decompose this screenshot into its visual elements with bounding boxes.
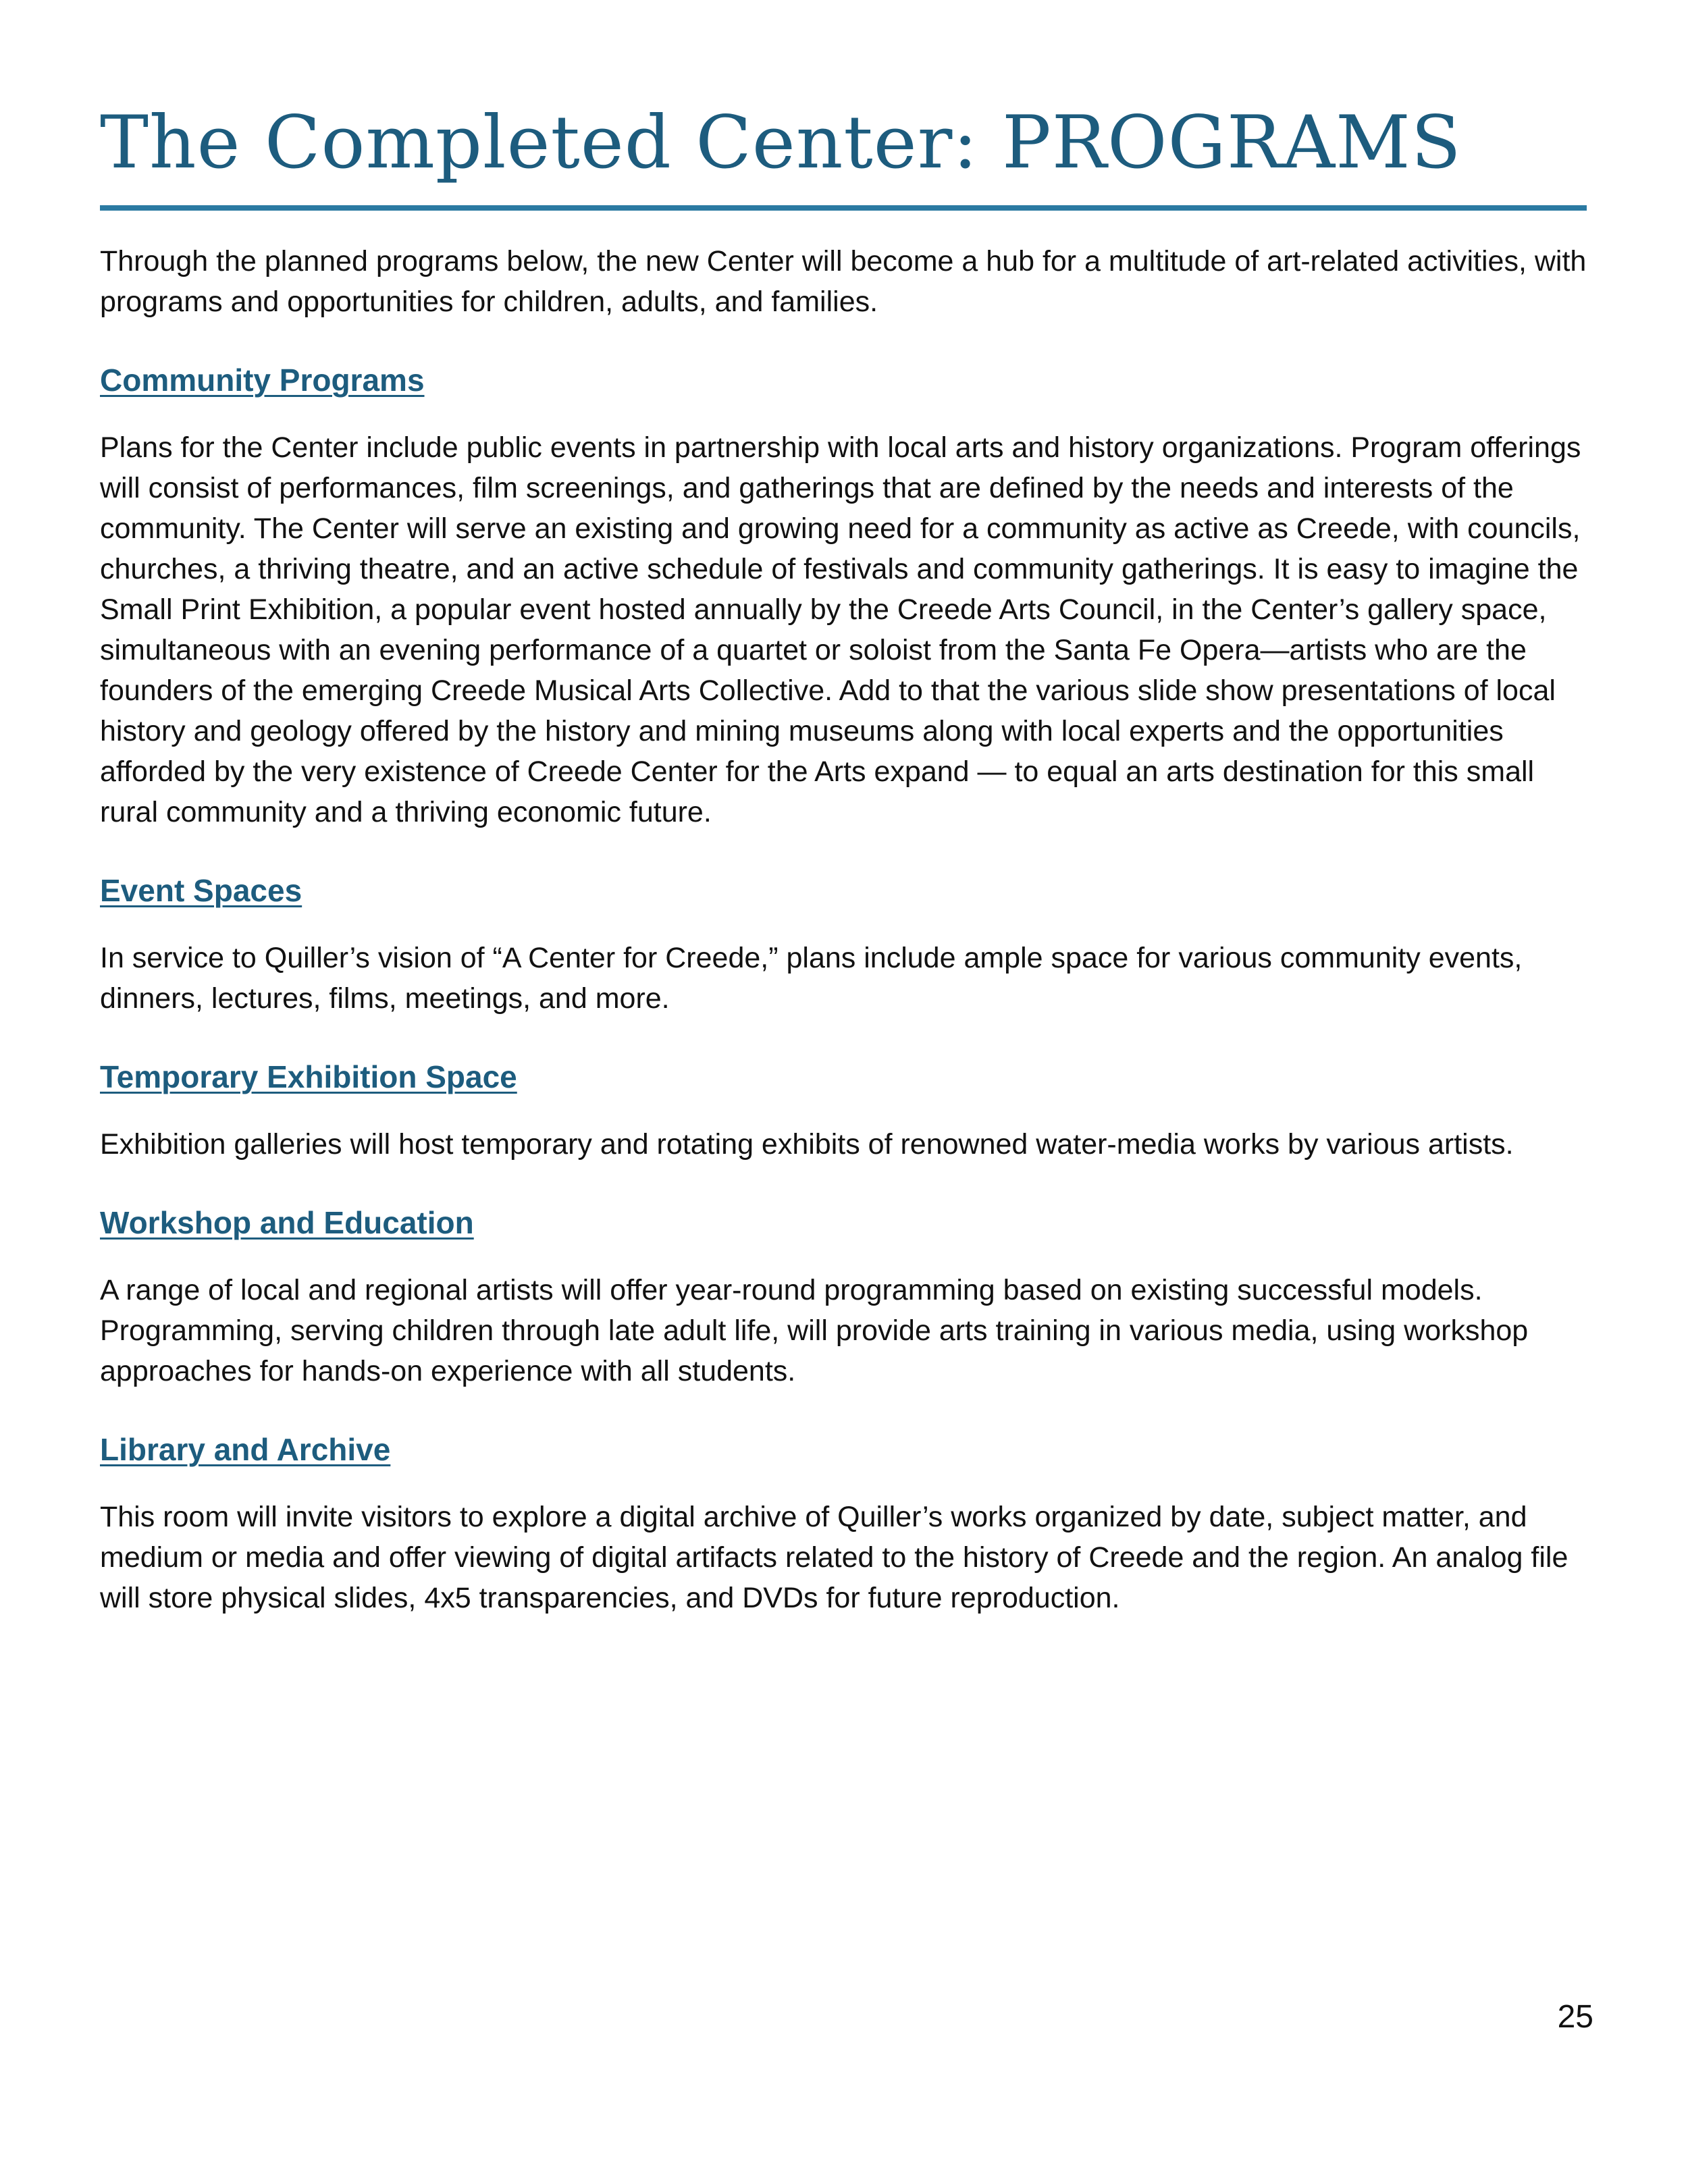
section-temporary-exhibition-space [100,1057,1587,1165]
section-body-community-programs: Plans for the Center include public events in partnership with local arts and history organizations. Program offerings will consist of performances, film screenings, and gatherings that are defined by the needs and interests of the community. The Center will serve an existing and growing need for a community as active as Creede, with councils, churches, a thriving theatre, and an active schedule of festivals and community gatherings. It is easy to imagine the Small Print Exhibition, a popular event hosted annually by the Creede Arts Council, in the Center’s gallery space, simultaneous with an evening performance of a quartet or soloist from the Santa Fe Opera—artists who are the founders of the emerging Creede Musical Arts Collective. Add to that the various slide show presentations of local history and geology offered by the history and mining museums along with local experts and the opportunities afforded by the very existence of Creede Center for the Arts expand — to equal an arts destination for this small rural community and a thriving economic future. [100,431,1581,828]
section-library-and-archive [100,1429,1587,1618]
page-number: 25 [1557,1999,1593,2035]
section-community-programs [100,360,1587,832]
intro-paragraph: Through the planned programs below, the new Center will become a hub for a multitude of art-related activities, with programs and opportunities for children, adults, and families. [100,245,1587,318]
page-title: The Completed Center: PROGRAMS [100,101,1462,185]
section-body-library-and-archive: This room will invite visitors to explore a digital archive of Quiller’s works organized by date, subject matter, and medium or media and offer viewing of digital artifacts related to the history of Creede and the region. An analog file will store physical slides, 4x5 transparencies, and DVDs for future reproduction. [100,1501,1568,1614]
section-heading-event-spaces: Event Spaces [100,873,302,908]
section-heading-temporary-exhibition-space: Temporary Exhibition Space [100,1059,517,1094]
title-underline-rule [100,205,1587,211]
section-body-event-spaces: In service to Quiller’s vision of “A Center for Creede,” plans include ample space for various community events, dinners, lectures, films, meetings, and more. [100,942,1523,1015]
page-content [100,241,1587,1656]
section-heading-community-programs: Community Programs [100,363,425,398]
section-body-workshop-and-education: A range of local and regional artists will offer year-round programming based on existing successful models. Programming, serving children through late adult life, will provide arts training in various media, using workshop approaches for hands-on experience with all students. [100,1274,1529,1387]
section-heading-workshop-and-education: Workshop and Education [100,1205,474,1240]
section-body-temporary-exhibition-space: Exhibition galleries will host temporary and rotating exhibits of renowned water-media works by various artists. [100,1128,1514,1161]
section-heading-library-and-archive: Library and Archive [100,1432,391,1467]
section-workshop-and-education [100,1202,1587,1391]
section-event-spaces [100,870,1587,1019]
